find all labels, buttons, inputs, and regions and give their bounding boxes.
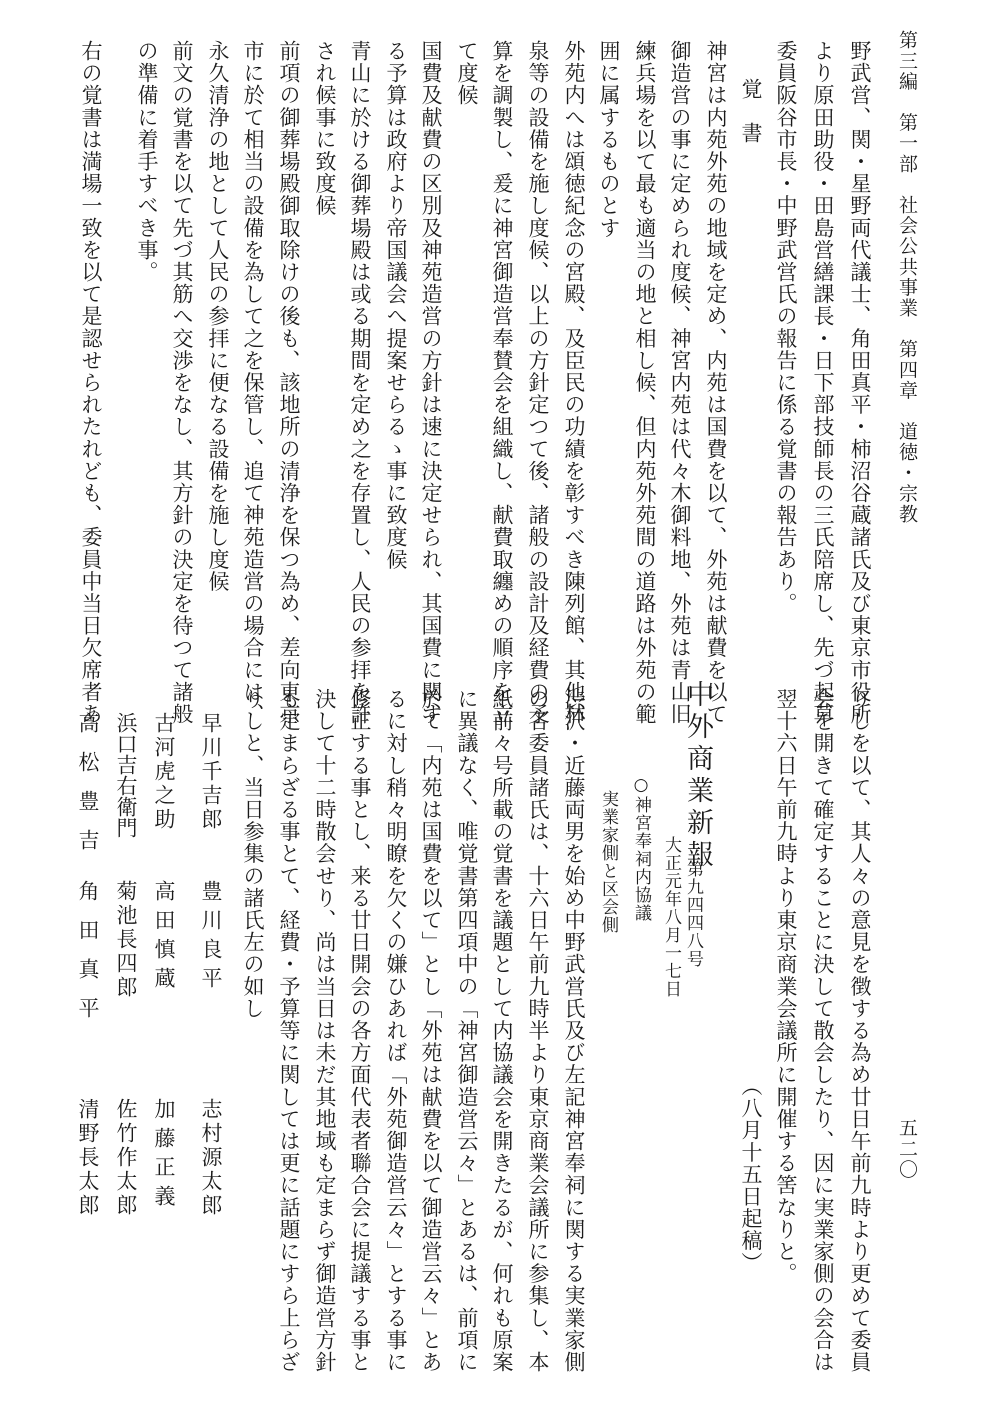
article-title: ○神宮奉祠内協議 (631, 775, 651, 922)
body-line: 市に於て相当の設備を為して之を保管し、追て神苑造営の場合には、 (241, 40, 265, 726)
body-line: 野武営、関・星野両代議士、角田真平・柿沼谷蔵諸氏及び東京市役所 (848, 40, 872, 726)
body-line: 永久清浄の地として人民の参拝に便なる設備を施し度候 (206, 40, 230, 593)
body-line: 囲に属するものとす (597, 40, 621, 239)
article-line: の各委員諸氏は、十六日午前九時半より東京商業会議所に参集し、本 (526, 688, 550, 1374)
newspaper-date: 大正元年八月一七日 (661, 836, 681, 998)
body-line: 神宮は内苑外苑の地域を定め、内苑は国費を以て、外苑は献費を以て (704, 40, 728, 726)
body-line: 青山に於ける御葬場殿は或る期間を定め之を存置し、人民の参拝を許 (348, 40, 372, 726)
page-number: 五二〇 (896, 1118, 918, 1180)
body-line: 泉等の設備を施し度候、以上の方針定つて後、諸般の設計及経費の予 (526, 40, 550, 726)
article-subtitle: 実業家側と区会側 (598, 790, 618, 934)
body-line: され候事に致度候 (313, 40, 337, 217)
attendee-name: 清野長太郎 (76, 1098, 100, 1218)
attendee-name: 高松豊吉 (76, 712, 100, 868)
section-heading: 覚 書 (739, 78, 763, 145)
body-line: 前文の覚書を以て先づ其筋へ交渉をなし、其方針の決定を待つて諸般 (170, 40, 194, 726)
body-line: りしを以て、其人々の意見を徴する為め廿日午前九時より更めて委員 (848, 688, 872, 1374)
body-line: て度候 (455, 40, 479, 107)
article-line: 決して十二時散会せり、尚は当日は未だ其地域も定まらず御造営方針 (313, 688, 337, 1374)
body-line: 会を開きて確定することに決して散会したり、因に実業家側の会合は (811, 688, 835, 1374)
body-line: 練兵場を以て最も適当の地と相し候、但内苑外苑間の道路は外苑の範 (633, 40, 657, 726)
article-line: るに対し稍々明瞭を欠くの嫌ひあれば「外苑御造営云々」とする事に (384, 688, 408, 1374)
body-line: 前項の御葬場殿御取除けの後も、該地所の清浄を保つ為め、差向東京 (277, 40, 301, 726)
attendee-name: 浜口吉右衛門 (114, 712, 138, 838)
attendee-name: 角田真平 (76, 880, 100, 1036)
dateline: （八月十五日起稿） (739, 1075, 763, 1274)
article-line: 渋沢・近藤両男を始め中野武営氏及び左記神宮奉祠に関する実業家側 (562, 688, 586, 1374)
newspaper-issue: 第九四四八号 (683, 860, 703, 968)
attendee-name: 早川千吉郎 (199, 712, 223, 832)
attendee-name: 菊池長四郎 (114, 880, 138, 1000)
attendee-name: 古河虎之助 (152, 712, 176, 832)
attendee-name: 佐竹作太郎 (114, 1098, 138, 1218)
attendee-name: 加藤正義 (152, 1098, 176, 1214)
body-line: 委員阪谷市長・中野武営氏の報告に係る覚書の報告あり。 (774, 40, 798, 615)
body-line: 翌十六日午前九時より東京商業会議所に開催する筈なりと。 (774, 688, 798, 1285)
article-line: 修正する事とし、来る廿日開会の各方面代表者聯合会に提議する事と (348, 688, 372, 1374)
body-line: 御造営の事に定められ度候、神宮内苑は代々木御料地、外苑は青山旧 (668, 40, 692, 726)
article-line: に異議なく、唯覚書第四項中の「神宮御造営云々」とあるは、前項に (455, 688, 479, 1374)
body-line: より原田助役・田島営繕課長・日下部技師長の三氏陪席し、先づ起草 (811, 40, 835, 726)
article-line: 於て「内苑は国費を以て」とし「外苑は献費を以て御造営云々」とあ (419, 688, 443, 1374)
body-line: の準備に着手すべき事。 (135, 40, 159, 284)
attendee-name: 志村源太郎 (199, 1098, 223, 1218)
running-head: 第三編 第一部 社会公共事業 第四章 道徳・宗教 (896, 30, 918, 525)
body-line: 右の覚書は満場一致を以て是認せられたれども、委員中当日欠席者あ (79, 40, 103, 726)
body-line: 国費及献費の区別及神苑造営の方針は速に決定せられ、其国費に関す (419, 40, 443, 726)
body-line: 算を調製し、爰に神宮御造営奉賛会を組織し、献費取纏めの順序を立 (490, 40, 514, 726)
body-line: 外苑内へは頌徳紀念の宮殿、及臣民の功績を彰すべき陳列館、其他林 (562, 40, 586, 726)
article-line: りしと、当日参集の諸氏左の如し (241, 688, 265, 1020)
newspaper-title: 中外商業新報 (682, 680, 713, 872)
article-line: 紙前々号所載の覚書を議題として内協議会を開きたるが、何れも原案 (490, 688, 514, 1374)
attendee-name: 豊川良平 (199, 880, 223, 996)
attendee-name: 高田慎蔵 (152, 880, 176, 996)
article-line: も定まらざる事とて、経費・予算等に関しては更に話題にすら上らざ (277, 688, 301, 1374)
body-line: る予算は政府より帝国議会へ提案せらるゝ事に致度候 (384, 40, 408, 571)
